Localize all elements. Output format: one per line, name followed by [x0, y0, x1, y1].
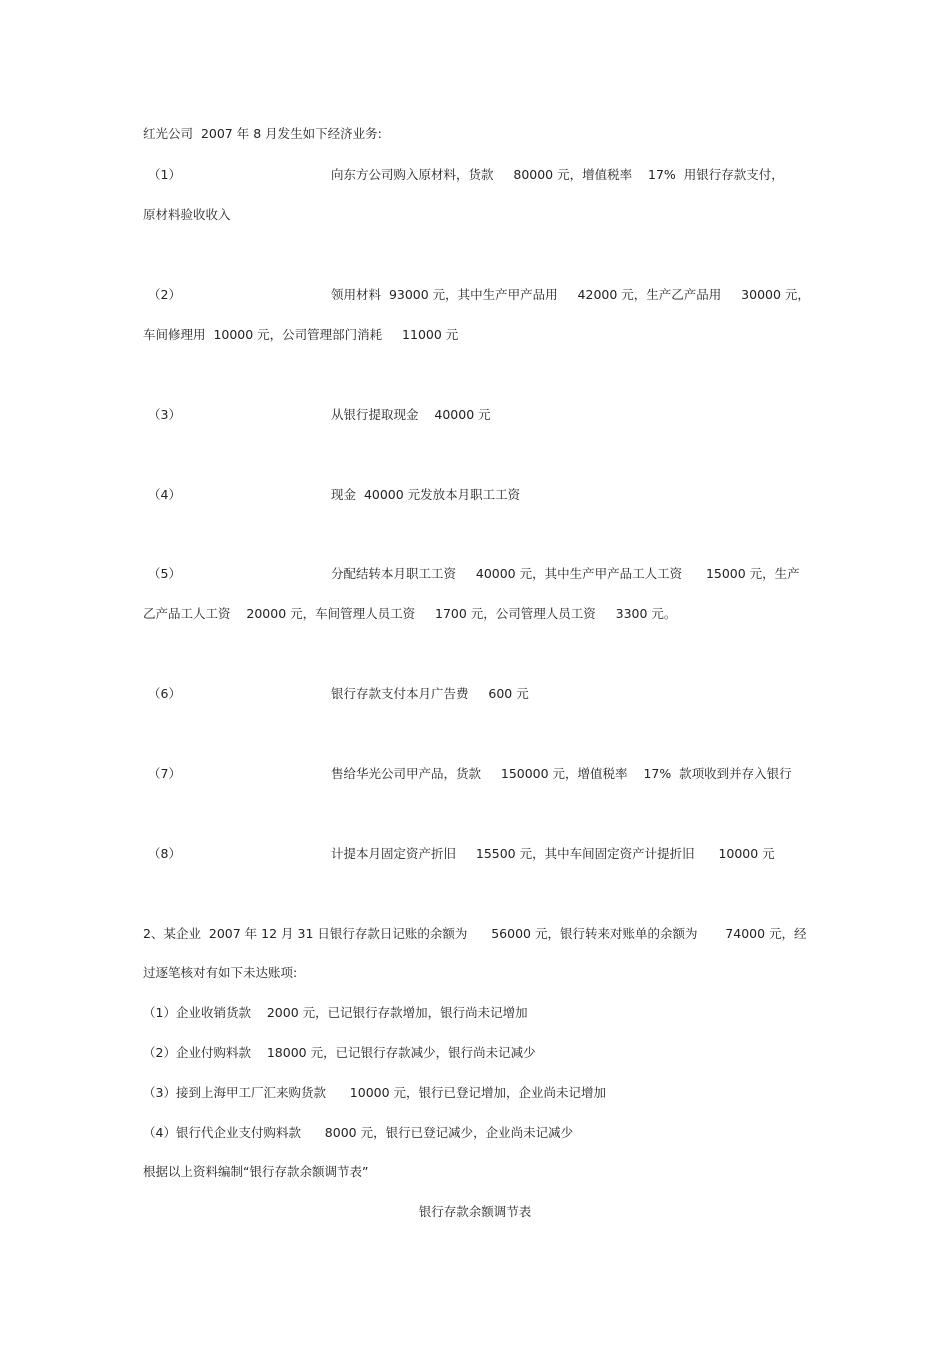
- part2-instruction: 根据以上资料编制“银行存款余额调节表”: [143, 1164, 369, 1179]
- item-6-description: 银行存款支付本月广告费 600 元: [331, 686, 529, 701]
- part2-intro-line1: 2、某企业 2007 年 12 月 31 日银行存款日记账的余额为 56000 元，银行转来对账单的余额为 74000 元，经: [143, 926, 807, 941]
- item-7-number: （7）: [148, 766, 181, 781]
- item-4-description: 现金 40000 元发放本月职工工资: [331, 487, 521, 502]
- part2-item-1: （1）企业收销货款 2000 元，已记银行存款增加，银行尚未记增加: [143, 1005, 528, 1020]
- part2-item-2: （2）企业付购料款 18000 元，已记银行存款减少，银行尚未记减少: [143, 1045, 536, 1060]
- item-2-number: （2）: [148, 287, 181, 302]
- item-5-number: （5）: [148, 566, 181, 581]
- part1-intro: 红光公司 2007 年 8 月发生如下经济业务:: [143, 126, 382, 141]
- item-1-description: 向东方公司购入原材料，货款 80000 元，增值税率 17% 用银行存款支付，: [331, 167, 784, 182]
- item-8-description: 计提本月固定资产折旧 15500 元，其中车间固定资产计提折旧 10000 元: [331, 846, 775, 861]
- item-3-number: （3）: [148, 407, 181, 422]
- item-3-description: 从银行提取现金 40000 元: [331, 407, 491, 422]
- item-8-number: （8）: [148, 846, 181, 861]
- item-1-continuation: 原材料验收收入: [143, 207, 231, 222]
- item-5-description: 分配结转本月职工工资 40000 元，其中生产甲产品工人工资 15000 元，生产: [331, 566, 800, 581]
- item-5-continuation: 乙产品工人工资 20000 元，车间管理人员工资 1700 元，公司管理人员工资 3300 元。: [143, 606, 677, 621]
- item-2-continuation: 车间修理用 10000 元，公司管理部门消耗 11000 元: [143, 327, 459, 342]
- item-2-description: 领用材料 93000 元，其中生产甲产品用 42000 元，生产乙产品用 30000 元，: [331, 287, 810, 302]
- item-1-number: （1）: [148, 167, 181, 182]
- table-title: 银行存款余额调节表: [418, 1204, 532, 1219]
- item-4-number: （4）: [148, 487, 181, 502]
- part2-intro-line2: 过逐笔核对有如下未达账项:: [143, 965, 298, 980]
- part2-item-4: （4）银行代企业支付购料款 8000 元，银行已登记减少，企业尚未记减少: [143, 1125, 574, 1140]
- part2-item-3: （3）接到上海甲工厂汇来购货款 10000 元，银行已登记增加，企业尚未记增加: [143, 1085, 607, 1100]
- item-6-number: （6）: [148, 686, 181, 701]
- item-7-description: 售给华光公司甲产品，货款 150000 元，增值税率 17% 款项收到并存入银行: [331, 766, 792, 781]
